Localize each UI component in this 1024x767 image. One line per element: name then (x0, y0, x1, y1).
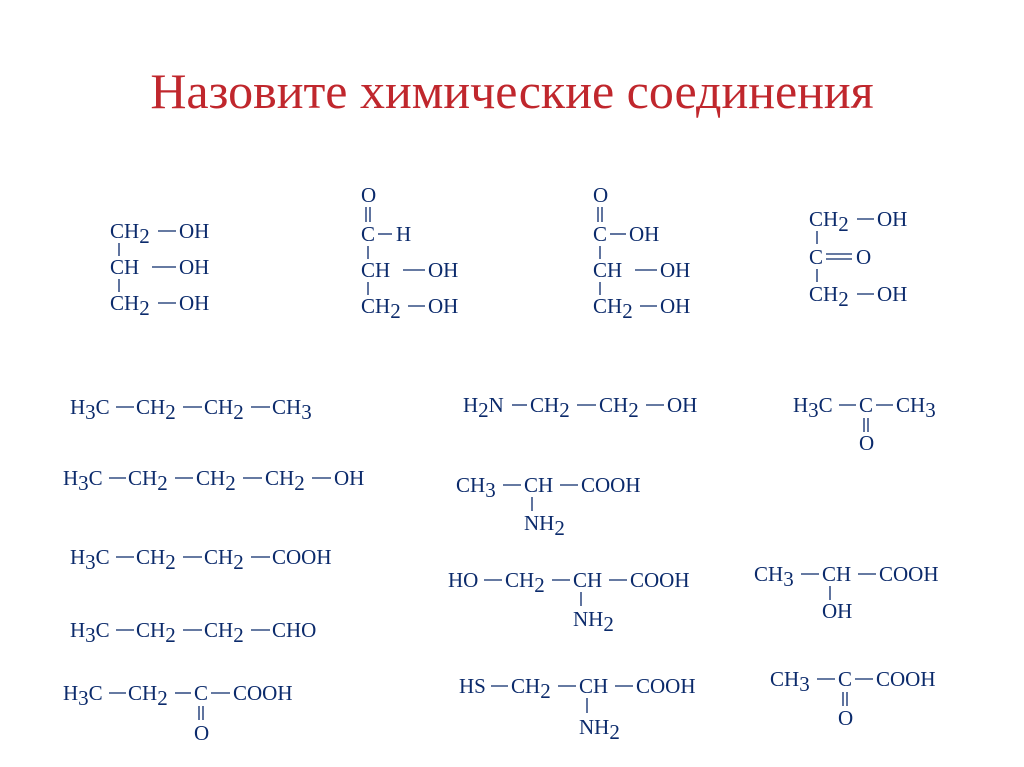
oxobutanoic-o: O (194, 721, 210, 745)
glycerol-ch2-bottom: CH2 (110, 291, 150, 320)
serine-nh2: NH2 (573, 607, 614, 636)
dha-ch2-top: CH2 (809, 207, 849, 236)
formula-glyceric-acid (593, 183, 690, 323)
glyceric-oh-top: OH (629, 222, 660, 246)
acetone-ch3: CH3 (896, 393, 936, 422)
lactic-ch: CH (822, 562, 852, 586)
glycerol-ch2-top: CH2 (110, 219, 150, 248)
formula-glyceraldehyde (361, 183, 458, 323)
ethanolamine-oh: OH (667, 393, 698, 417)
dha-ch2-bottom: CH2 (809, 282, 849, 311)
serine-ch2: CH2 (505, 568, 545, 597)
acetone-c: C (859, 393, 874, 417)
glyceric-oh-bottom: OH (660, 294, 691, 318)
butanol-ch2-3: CH2 (265, 466, 305, 495)
cysteine-cooh: COOH (636, 674, 696, 698)
butanal-cho: CHO (272, 618, 317, 642)
formula-butanol (63, 466, 364, 495)
glycerol-ch-mid: CH (110, 255, 140, 279)
alanine-ch: CH (524, 473, 554, 497)
glyceric-o: O (593, 183, 609, 207)
butanol-ch2-2: CH2 (196, 466, 236, 495)
butanoic-cooh: COOH (272, 545, 332, 569)
pyruvic-c: C (838, 667, 853, 691)
formula-butanoic-acid (70, 545, 332, 574)
glyceric-c: C (593, 222, 608, 246)
oxobutanoic-h3c: H3C (63, 681, 103, 710)
butanal-ch2-2: CH2 (204, 618, 244, 647)
dha-oh-top: OH (877, 207, 908, 231)
glyceraldehyde-oh-mid: OH (428, 258, 459, 282)
formula-ethanolamine (463, 393, 697, 422)
dha-oh-bottom: OH (877, 282, 908, 306)
oxobutanoic-cooh: COOH (233, 681, 293, 705)
serine-cooh: COOH (630, 568, 690, 592)
serine-ho: HO (448, 568, 479, 592)
butane-ch3: CH3 (272, 395, 312, 424)
formula-oxobutanoic-acid (63, 681, 293, 745)
cysteine-hs: HS (459, 674, 486, 698)
glyceric-ch: CH (593, 258, 623, 282)
alanine-ch3: CH3 (456, 473, 496, 502)
lactic-cooh: COOH (879, 562, 939, 586)
butane-ch2-1: CH2 (136, 395, 176, 424)
butanol-ch2-1: CH2 (128, 466, 168, 495)
pyruvic-o: O (838, 706, 854, 730)
glyceraldehyde-c: C (361, 222, 376, 246)
formula-butane (70, 395, 312, 424)
dha-c: C (809, 245, 824, 269)
formula-butanal (70, 618, 316, 647)
pyruvic-ch3: CH3 (770, 667, 810, 696)
oxobutanoic-ch2: CH2 (128, 681, 168, 710)
dha-o: O (856, 245, 872, 269)
formula-pyruvic-acid (770, 667, 936, 730)
cysteine-ch2: CH2 (511, 674, 551, 703)
glyceraldehyde-o: O (361, 183, 377, 207)
glyceraldehyde-ch: CH (361, 258, 391, 282)
pyruvic-cooh: COOH (876, 667, 936, 691)
butanol-h3c: H3C (63, 466, 103, 495)
glycerol-oh-bottom: OH (179, 291, 210, 315)
glycerol-oh-mid: OH (179, 255, 210, 279)
cysteine-nh2: NH2 (579, 715, 620, 744)
formula-serine (448, 568, 690, 636)
formula-cysteine (459, 674, 696, 744)
glyceric-oh-mid: OH (660, 258, 691, 282)
glyceric-ch2: CH2 (593, 294, 633, 323)
formula-dihydroxyacetone (809, 207, 907, 311)
alanine-cooh: COOH (581, 473, 641, 497)
formula-lactic-acid (754, 562, 939, 623)
glyceraldehyde-oh-bottom: OH (428, 294, 459, 318)
butanoic-ch2-1: CH2 (136, 545, 176, 574)
glyceraldehyde-h: H (396, 222, 412, 246)
ethanolamine-h2n: H2N (463, 393, 504, 422)
butanal-h3c: H3C (70, 618, 110, 647)
butanoic-h3c: H3C (70, 545, 110, 574)
acetone-h3c: H3C (793, 393, 833, 422)
serine-ch: CH (573, 568, 603, 592)
alanine-nh2: NH2 (524, 511, 565, 540)
formula-alanine (456, 473, 641, 540)
formula-acetone (793, 393, 936, 455)
butanol-oh: OH (334, 466, 365, 490)
glycerol-oh-top: OH (179, 219, 210, 243)
ethanolamine-ch2-2: CH2 (599, 393, 639, 422)
cysteine-ch: CH (579, 674, 609, 698)
butanal-ch2-1: CH2 (136, 618, 176, 647)
lactic-oh: OH (822, 599, 853, 623)
butanoic-ch2-2: CH2 (204, 545, 244, 574)
acetone-o: O (859, 431, 875, 455)
butane-ch2-2: CH2 (204, 395, 244, 424)
oxobutanoic-c: C (194, 681, 209, 705)
ethanolamine-ch2-1: CH2 (530, 393, 570, 422)
glyceraldehyde-ch2: CH2 (361, 294, 401, 323)
lactic-ch3: CH3 (754, 562, 794, 591)
slide-title: Назовите химические соединения (150, 63, 874, 119)
butane-h3c: H3C (70, 395, 110, 424)
formula-glycerol (110, 219, 209, 320)
